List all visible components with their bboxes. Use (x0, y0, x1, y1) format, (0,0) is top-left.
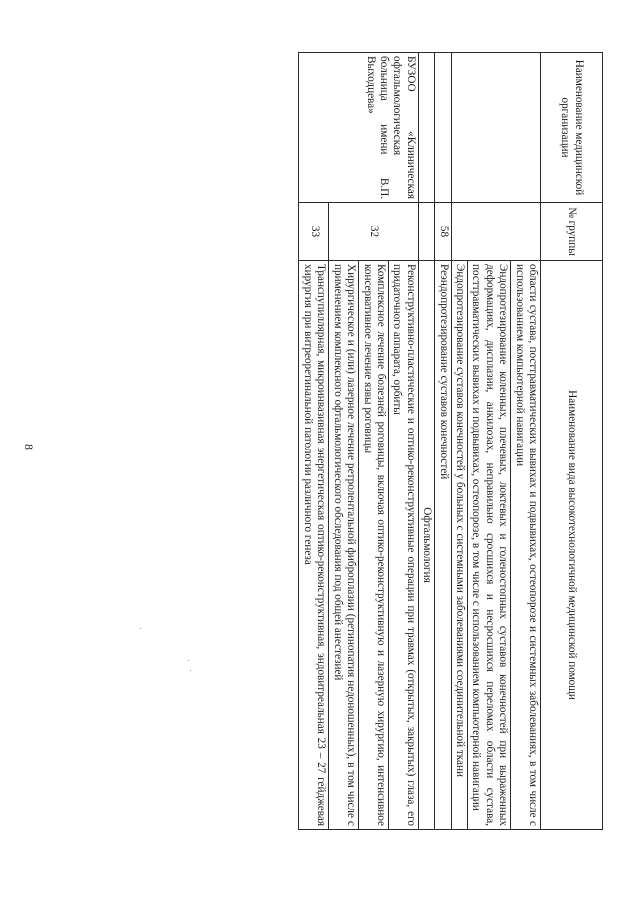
table-cell: Транспупиллярная, микроинвазивная энергетическая оптико-реконструктивная, эндовитреальная 23 – 27 гейджевая хирургия при витреоретинальной патологии различного генеза (299, 261, 329, 830)
scan-speck (140, 628, 141, 629)
table-cell: Эндопротезирование суставов конечностей у больных с системными заболеваниями соединительной ткани (451, 261, 467, 830)
table-cell: Комплексное лечение болезней роговицы, включая оптико-реконструктивную и лазерную хирургию, интенсивное консервативное лечение язвы роговицы (359, 261, 389, 830)
table-cell: Хирургическое и (или) лазерное лечение ретролентальной фиброплазии (ретинопатия недоношенных), в том числе с применением комплексного офтальмологического обследования под общей анестезией (329, 261, 359, 830)
org-cell-empty (451, 53, 540, 203)
page-number: 8 (22, 444, 36, 450)
header-group: № группы (541, 203, 603, 261)
section-title: Офтальмология (418, 261, 434, 830)
org-name: БУЗОО «Клиническая офтальмологическая больница имени В.П. Выходцева» (299, 53, 418, 203)
org-cell-empty (435, 53, 451, 203)
hightech-care-table (299, 52, 604, 830)
group-number: 58 (435, 203, 451, 261)
table-cell: Эндопротезирование коленных, плечевых, локтевых и голеностопных суставов конечностей при выраженных деформациях, дисплазии, анкилозах, неправильно сросшихся и несросшихся переломах области сустава, посттравматических вывихах и подвывихах, остеопорозе, в том числе с использованием компьютерной навигации (467, 261, 510, 830)
group-cell-empty (451, 203, 540, 261)
rotated-table-page (71, 52, 603, 830)
group-number: 33 (299, 203, 329, 261)
org-cell-empty (418, 53, 434, 203)
table-row (435, 53, 451, 830)
table-cell: Реконструктивно-пластические и оптико-реконструктивные операции при травмах (открытых, закрытых) глаза, его придаточного аппарата, орбиты (388, 261, 418, 830)
header-name: Наименование вида высокотехнологичной медицинской помощи (541, 261, 603, 830)
table-cell: области сустава, посттравматических вывихах и подвывихах, остеопорозе и системных заболеваниях, в том числе с использованием компьютерной навигации (511, 261, 541, 830)
table-header-row (541, 53, 603, 830)
group-number: 32 (329, 203, 418, 261)
section-row (418, 53, 434, 830)
table-cell: Реэндопротезирование суставов конечностей (435, 261, 451, 830)
scan-speck (188, 660, 189, 661)
header-org: Наименование медицинской организации (541, 53, 603, 203)
table-row (511, 53, 541, 830)
group-cell-empty (418, 203, 434, 261)
scan-speck (190, 670, 191, 671)
table-row (388, 53, 418, 830)
